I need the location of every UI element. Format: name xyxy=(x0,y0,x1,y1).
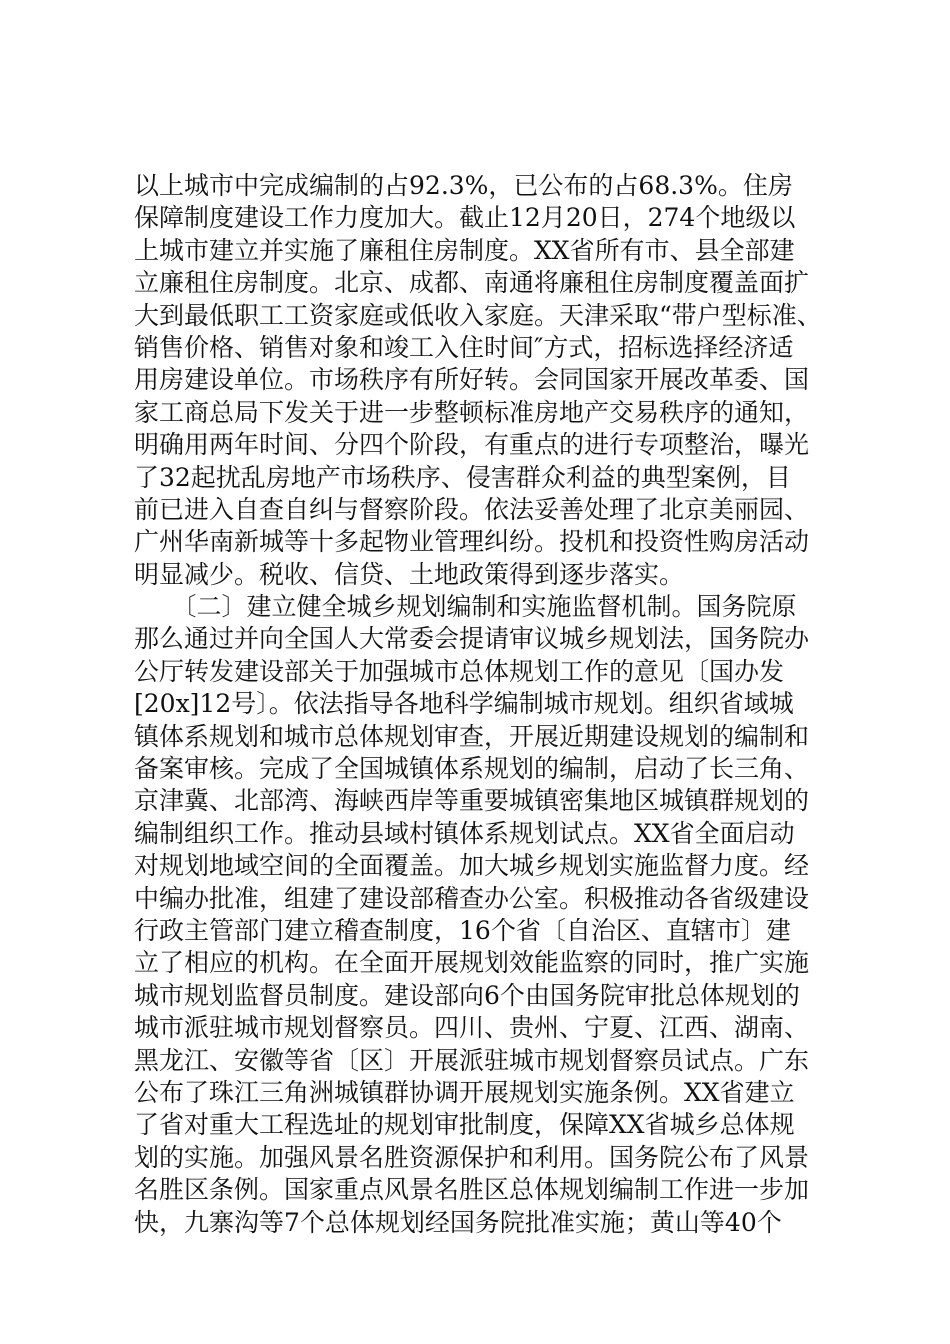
text-line-16: 公厅转发建设部关于加强城市总体规划工作的意见〔国办发 xyxy=(134,656,785,686)
text-line-4: 立廉租住房制度。北京、成都、南通将廉租住房制度覆盖面扩 xyxy=(134,268,810,298)
text-line-9: 明确用两年时间、分四个阶段，有重点的进行专项整治，曝光 xyxy=(134,430,810,460)
text-line-6: 销售价格、销售对象和竣工入住时间″方式，招标选择经济适 xyxy=(134,332,794,362)
text-line-28: 黑龙江、安徽等省〔区〕开展派驻城市规划督察员试点。广东 xyxy=(134,1045,810,1075)
body-text xyxy=(134,170,844,1239)
text-line-1: 以上城市中完成编制的占92.3%，已公布的占68.3%。住房 xyxy=(134,171,793,200)
text-line-30: 了省对重大工程选址的规划审批制度，保障XX省城乡总体规 xyxy=(134,1110,795,1140)
text-line-33: 快，九寨沟等7个总体规划经国务院批准实施；黄山等40个 xyxy=(134,1207,782,1237)
text-line-31: 划的实施。加强风景名胜资源保护和利用。国务院公布了风景 xyxy=(134,1142,810,1172)
text-line-21: 编制组织工作。推动县域村镇体系规划试点。XX省全面启动 xyxy=(134,818,795,848)
text-line-23: 中编办批准，组建了建设部稽查办公室。积极推动各省级建设 xyxy=(134,883,810,913)
text-line-18: 镇体系规划和城市总体规划审查，开展近期建设规划的编制和 xyxy=(134,721,810,751)
text-line-19: 备案审核。完成了全国城镇体系规划的编制，启动了长三角、 xyxy=(134,754,810,784)
text-line-12: 广州华南新城等十多起物业管理纠纷。投机和投资性购房活动 xyxy=(134,527,810,557)
text-line-2: 保障制度建设工作力度加大。截止12月20日，274个地级以 xyxy=(134,203,796,233)
text-line-13: 明显减少。税收、信贷、土地政策得到逐步落实。 xyxy=(134,559,685,589)
text-line-25: 立了相应的机构。在全面开展规划效能监察的同时，推广实施 xyxy=(134,948,810,978)
text-line-15: 那么通过并向全国人大常委会提请审议城乡规划法，国务院办 xyxy=(134,624,810,654)
text-line-22: 对规划地域空间的全面覆盖。加大城乡规划实施监督力度。经 xyxy=(134,851,810,881)
text-line-3: 上城市建立并实施了廉租住房制度。XX省所有市、县全部建 xyxy=(134,235,795,265)
text-line-8: 家工商总局下发关于进一步整顿标准房地产交易秩序的通知， xyxy=(134,397,810,427)
text-line-7: 用房建设单位。市场秩序有所好转。会同国家开展改革委、国 xyxy=(134,365,810,395)
text-line-32: 名胜区条例。国家重点风景名胜区总体规划编制工作进一步加 xyxy=(134,1175,810,1205)
text-line-17: [20x]12号〕。依法指导各地科学编制城市规划。组织省域城 xyxy=(134,689,794,719)
text-line-5: 大到最低职工工资家庭或低收入家庭。天津采取“带户型标准、 xyxy=(134,300,822,330)
text-line-10: 了32起扰乱房地产市场秩序、侵害群众利益的典型案例，目 xyxy=(134,462,791,492)
text-line-29: 公布了珠江三角洲城镇群协调开展规划实施条例。XX省建立 xyxy=(134,1077,795,1107)
text-line-24: 行政主管部门建立稽查制度，16个省〔自治区、直辖市〕建 xyxy=(134,915,791,945)
text-line-26: 城市规划监督员制度。建设部向6个由国务院审批总体规划的 xyxy=(134,980,800,1010)
text-line-11: 前已进入自查自纠与督察阶段。依法妥善处理了北京美丽园、 xyxy=(134,494,810,524)
text-line-20: 京津冀、北部湾、海峡西岸等重要城镇密集地区城镇群规划的 xyxy=(134,786,810,816)
text-line-14: 〔二〕建立健全城乡规划编制和实施监督机制。国务院原 xyxy=(134,592,797,622)
text-line-27: 城市派驻城市规划督察员。四川、贵州、宁夏、江西、湖南、 xyxy=(134,1013,810,1043)
